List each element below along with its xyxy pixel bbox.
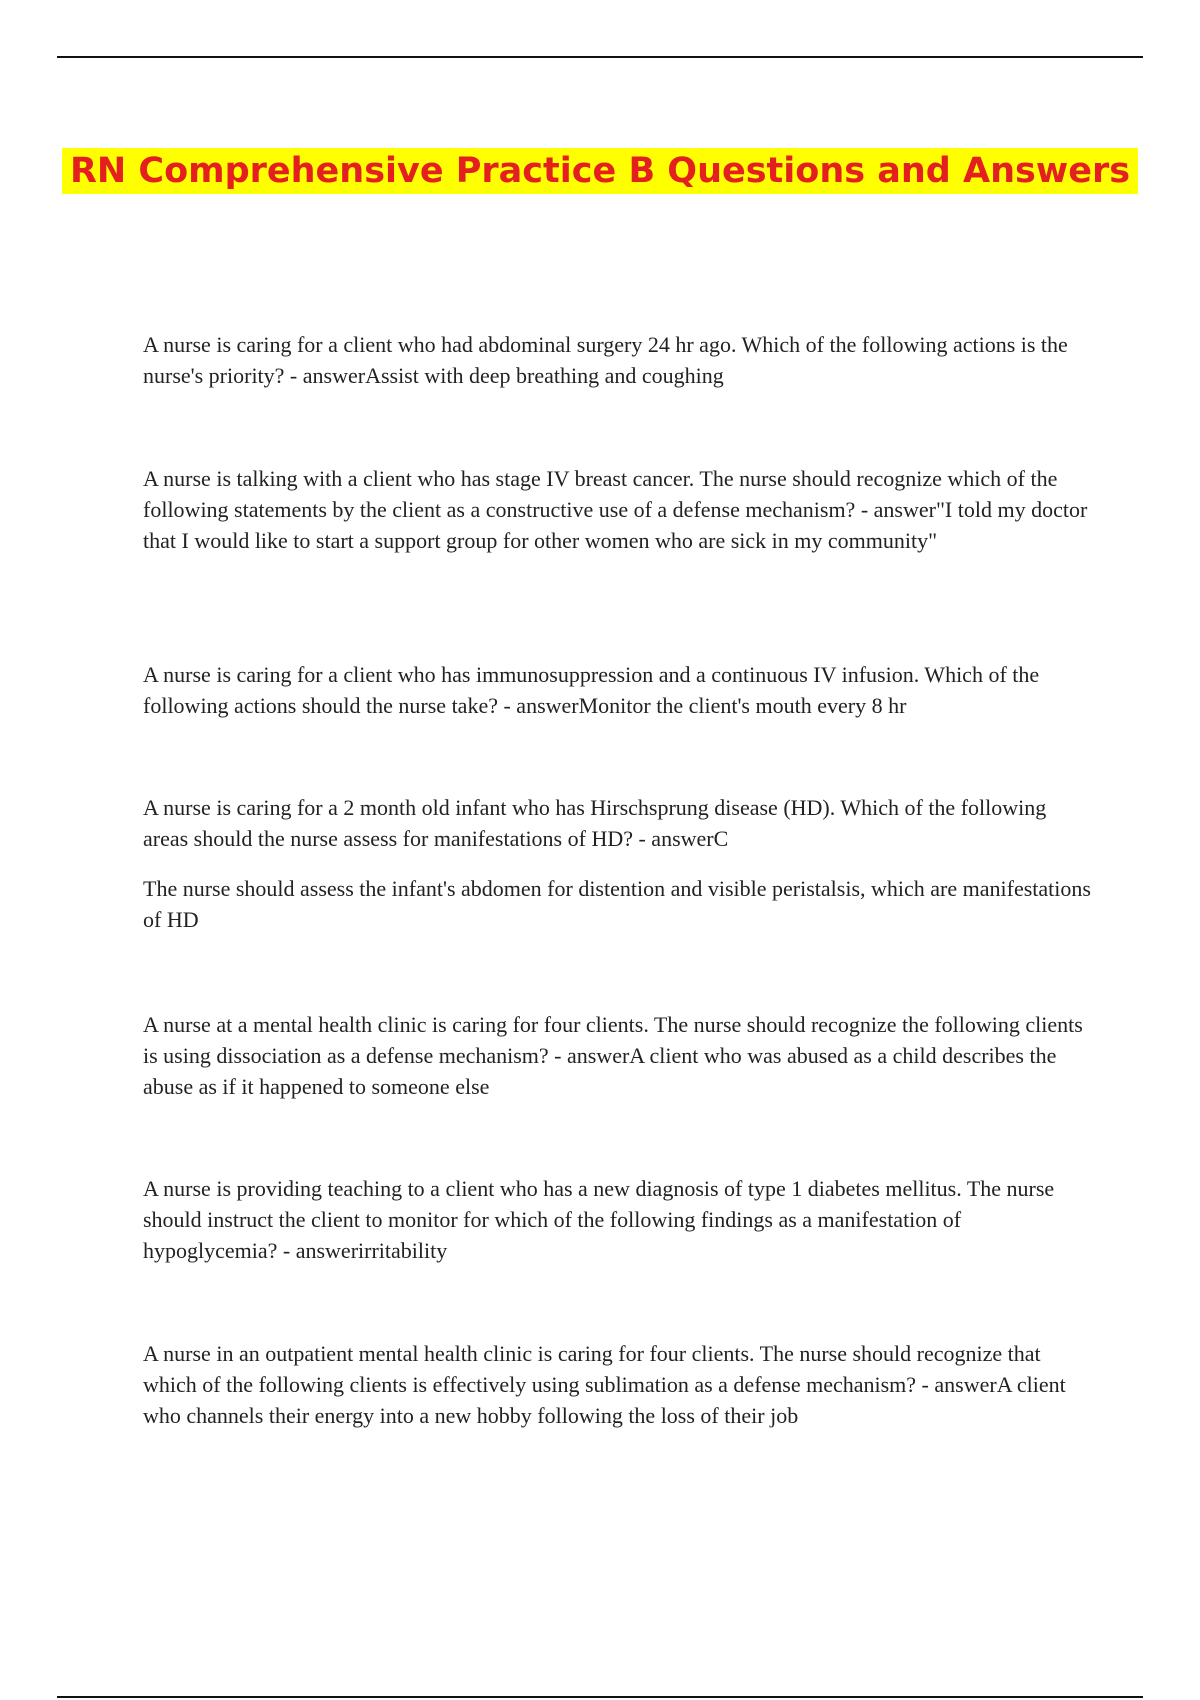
qa-item-5-text: A nurse at a mental health clinic is caring for four clients. The nurse should recognize the following clients is using dissociation as a defense mechanism? - answerA client who was abused as a child describes the abuse as if it happened to someone else: [143, 1012, 1083, 1099]
qa-item-6-text: A nurse is providing teaching to a client who has a new diagnosis of type 1 diabetes mellitus. The nurse should instruct the client to monitor for which of the following findings as a manifestation of hypoglycemia? - answerirritability: [143, 1176, 1055, 1263]
qa-item-7: [143, 1338, 1093, 1431]
top-rule: [57, 56, 1143, 58]
qa-item-3: [143, 659, 1093, 721]
qa-item-2: [143, 463, 1093, 556]
qa-item-2-text: A nurse is talking with a client who has stage IV breast cancer. The nurse should recognize which of the following statements by the client as a constructive use of a defense mechanism? - answer"I told my doctor that I would like to start a support group for other women who are sick in my community": [143, 466, 1088, 553]
qa-item-4-question: A nurse is caring for a 2 month old infant who has Hirschsprung disease (HD). Which of the following areas should the nurse assess for manifestations of HD? - answerC: [143, 795, 1047, 851]
qa-item-5: [143, 1009, 1093, 1102]
qa-item-1-text: A nurse is caring for a client who had abdominal surgery 24 hr ago. Which of the following actions is the nurse's priority? - answerAssist with deep breathing and coughing: [143, 332, 1068, 388]
bottom-rule: [57, 1696, 1143, 1698]
qa-item-3-text: A nurse is caring for a client who has immunosuppression and a continuous IV infusion. Which of the following actions should the nurse take? - answerMonitor the client's mouth every 8 hr: [143, 662, 1040, 718]
qa-item-4: [143, 792, 1093, 935]
qa-item-4-explanation: The nurse should assess the infant's abdomen for distention and visible peristalsis, which are manifestations of HD: [143, 876, 1091, 932]
document-title-text: RN Comprehensive Practice B Questions and Answers: [62, 148, 1138, 194]
qa-item-7-text: A nurse in an outpatient mental health clinic is caring for four clients. The nurse should recognize that which of the following clients is effectively using sublimation as a defense mechanism? - answerA client who channels their energy into a new hobby following the loss of their job: [143, 1341, 1066, 1428]
qa-item-6: [143, 1173, 1093, 1266]
qa-item-1: [143, 329, 1093, 391]
document-title: [0, 142, 1200, 200]
